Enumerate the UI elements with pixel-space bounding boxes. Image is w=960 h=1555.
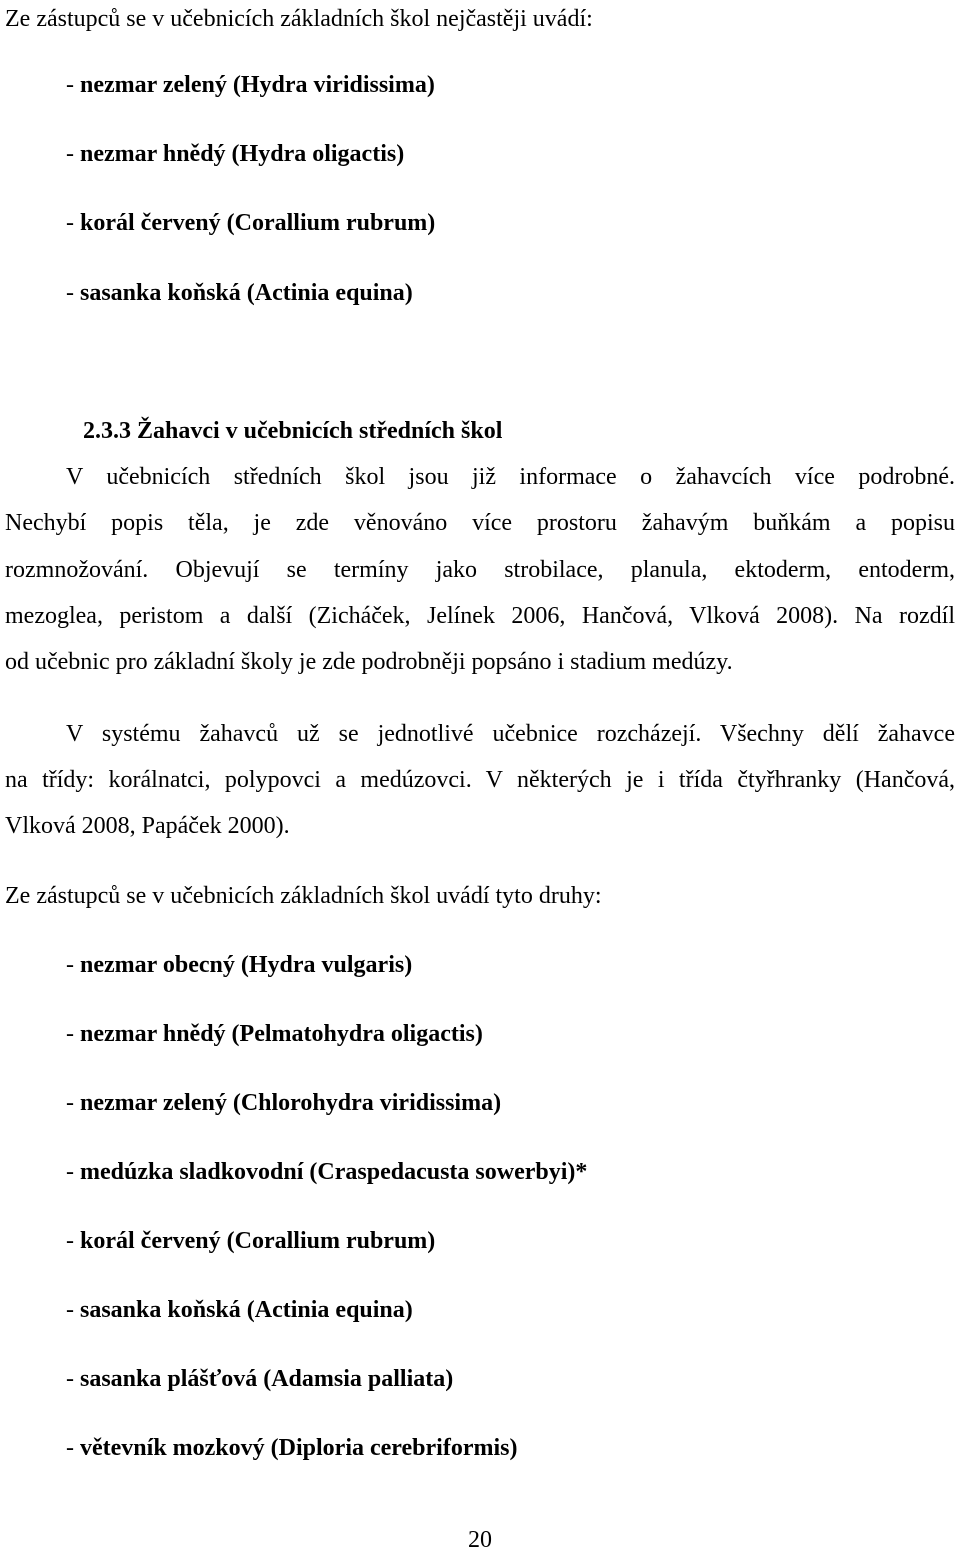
paragraph-line: Nechybí popis těla, je zde věnováno více prostoru žahavým buňkám a popisu	[5, 510, 955, 536]
species-name: medúzka sladkovodní (Craspedacusta sowerbyi)*	[80, 1159, 588, 1185]
list-item	[66, 1019, 483, 1049]
list-item	[66, 278, 413, 308]
species-name: nezmar hnědý (Pelmatohydra oligactis)	[80, 1021, 483, 1047]
species-name: nezmar zelený (Hydra viridissima)	[80, 72, 435, 98]
list-item	[66, 1088, 501, 1118]
list-dash: -	[66, 1021, 74, 1047]
intro-primary: Ze zástupců se v učebnicích základních škol nejčastěji uvádí:	[5, 6, 593, 32]
list-dash: -	[66, 1297, 74, 1323]
list-dash: -	[66, 1159, 74, 1185]
list-item	[66, 1157, 587, 1187]
list-dash: -	[66, 1090, 74, 1116]
list-dash: -	[66, 72, 74, 98]
paragraph-line: Vlková 2008, Papáček 2000).	[5, 813, 290, 839]
species-name: korál červený (Corallium rubrum)	[80, 210, 436, 236]
species-name: sasanka koňská (Actinia equina)	[80, 1297, 413, 1323]
species-name: nezmar obecný (Hydra vulgaris)	[80, 952, 413, 978]
paragraph-line: mezoglea, peristom a další (Zicháček, Jelínek 2006, Hančová, Vlková 2008). Na rozdíl	[5, 603, 955, 629]
list-dash: -	[66, 1228, 74, 1254]
list-item	[66, 1433, 517, 1463]
species-name: sasanka plášťová (Adamsia palliata)	[80, 1366, 454, 1392]
list-item	[66, 1226, 435, 1256]
list-dash: -	[66, 280, 74, 306]
paragraph-line: rozmnožování. Objevují se termíny jako strobilace, planula, ektoderm, entoderm,	[5, 557, 955, 583]
list-item	[66, 208, 435, 238]
list-dash: -	[66, 1435, 74, 1461]
list-item	[66, 70, 435, 100]
list-item	[66, 1295, 413, 1325]
paragraph-line: V systému žahavců už se jednotlivé učebnice rozcházejí. Všechny dělí žahavce	[66, 721, 955, 747]
list-item	[66, 1364, 453, 1394]
intro-secondary: Ze zástupců se v učebnicích základních škol uvádí tyto druhy:	[5, 883, 602, 909]
list-item	[66, 139, 404, 169]
species-name: nezmar hnědý (Hydra oligactis)	[80, 141, 405, 167]
species-name: sasanka koňská (Actinia equina)	[80, 280, 413, 306]
list-dash: -	[66, 952, 74, 978]
species-name: korál červený (Corallium rubrum)	[80, 1228, 436, 1254]
species-name: větevník mozkový (Diploria cerebriformis)	[80, 1435, 518, 1461]
paragraph-line: na třídy: korálnatci, polypovci a medúzovci. V některých je i třída čtyřhranky (Hančová,	[5, 767, 955, 793]
page-number: 20	[468, 1527, 492, 1553]
paragraph-line: od učebnic pro základní školy je zde podrobněji popsáno i stadium medúzy.	[5, 649, 733, 675]
list-dash: -	[66, 1366, 74, 1392]
list-item	[66, 950, 412, 980]
list-dash: -	[66, 210, 74, 236]
section-heading: 2.3.3 Žahavci v učebnicích středních škol	[83, 418, 503, 444]
species-name: nezmar zelený (Chlorohydra viridissima)	[80, 1090, 502, 1116]
list-dash: -	[66, 141, 74, 167]
paragraph-line: V učebnicích středních škol jsou již informace o žahavcích více podrobné.	[66, 464, 955, 490]
